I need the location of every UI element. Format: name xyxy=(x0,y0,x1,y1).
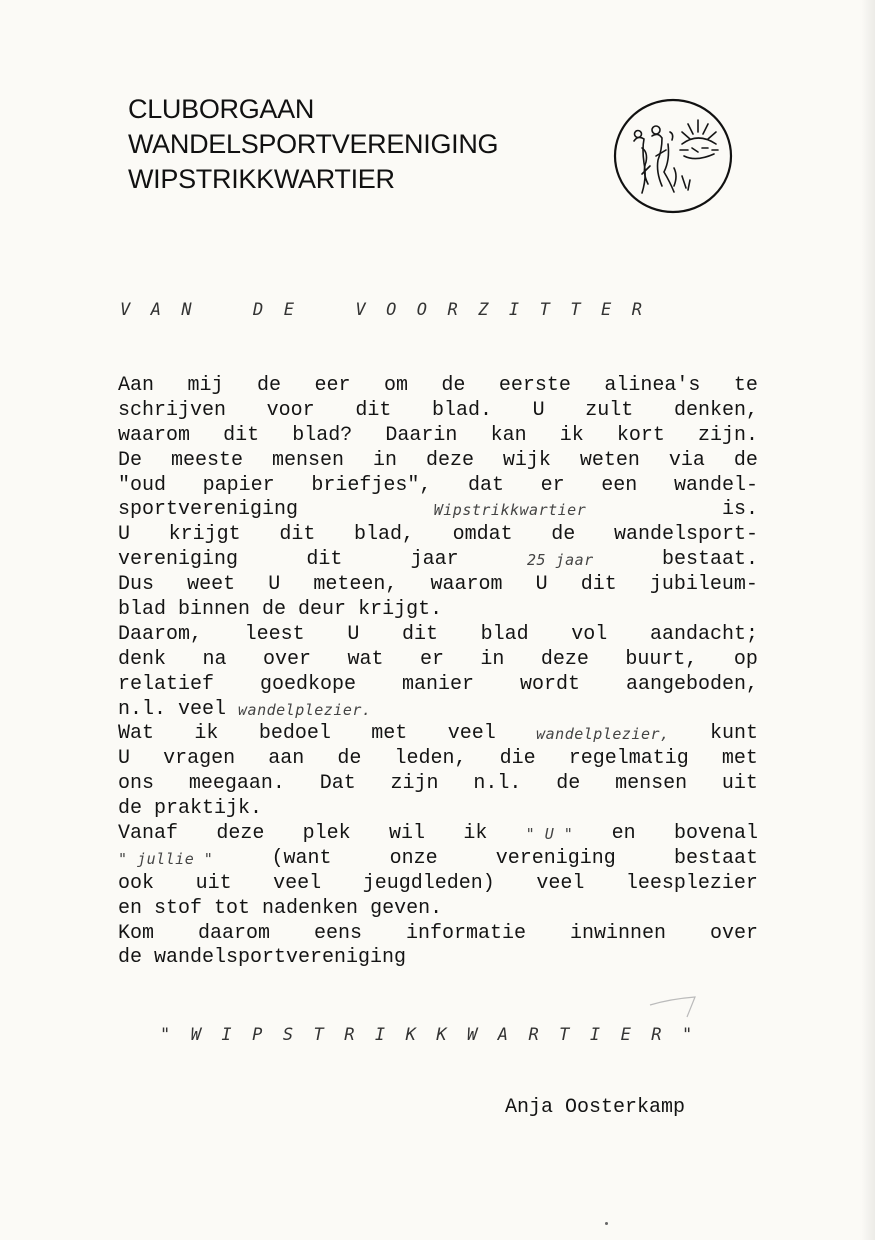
body-word: de xyxy=(337,747,362,771)
body-word: Daarom, xyxy=(118,622,203,646)
body-word: in xyxy=(372,448,397,472)
closing-club-name-text: " W I P S T R I K K W A R T I E R " xyxy=(160,1025,693,1045)
body-word: Daarin xyxy=(385,423,458,447)
body-word: de xyxy=(118,946,143,970)
body-word: jubileum- xyxy=(649,573,758,597)
body-word: dit xyxy=(355,398,392,422)
body-word: mensen xyxy=(271,448,344,472)
body-word: denken, xyxy=(673,398,758,422)
body-line xyxy=(118,772,758,797)
body-word: tot xyxy=(214,896,251,920)
body-word: nadenken xyxy=(262,896,359,920)
body-word: om xyxy=(383,374,408,397)
body-word: De xyxy=(118,448,143,472)
body-word: voor xyxy=(266,398,315,422)
body-word: bestaat. xyxy=(661,548,758,572)
body-word: met xyxy=(371,722,408,746)
body-word: er xyxy=(419,647,444,671)
body-word: ook xyxy=(118,871,155,895)
body-word: er xyxy=(540,473,565,497)
body-word: relatief xyxy=(118,672,215,696)
body-word: vol xyxy=(571,622,608,646)
body-word: via xyxy=(668,448,705,472)
body-word: omdat xyxy=(452,523,513,547)
body-word: met xyxy=(721,747,758,771)
body-word: buurt, xyxy=(625,647,698,671)
page-edge-shadow xyxy=(861,0,875,1240)
body-line xyxy=(118,399,758,424)
body-word: regelmatig xyxy=(568,747,689,771)
body-word: leest xyxy=(244,622,305,646)
body-word: kort xyxy=(616,423,665,447)
masthead-line-3: WIPSTRIKKWARTIER xyxy=(128,164,395,194)
body-word: na xyxy=(202,647,227,671)
body-word: papier xyxy=(202,473,275,497)
body-word: waarom xyxy=(430,573,503,597)
body-word: onze xyxy=(389,846,438,870)
masthead-title xyxy=(128,92,498,197)
body-word: waarom xyxy=(118,423,191,447)
masthead-line-1: CLUBORGAAN xyxy=(128,94,315,124)
body-word: dit xyxy=(401,622,438,646)
body-line xyxy=(118,946,758,971)
section-heading-text: V A N D E V O O R Z I T T E R xyxy=(120,300,642,320)
body-word: blad xyxy=(480,622,529,646)
body-word: vereniging xyxy=(118,548,239,572)
body-word: U xyxy=(347,622,360,646)
body-word: veel xyxy=(178,697,227,721)
body-word: en xyxy=(118,896,143,920)
body-word: U xyxy=(535,573,548,597)
body-word: deze xyxy=(425,448,474,472)
body-word: aangeboden, xyxy=(625,672,758,696)
body-line xyxy=(118,822,758,847)
body-word: goedkope xyxy=(259,672,356,696)
body-line xyxy=(118,922,758,947)
body-line xyxy=(118,698,758,723)
body-word: de xyxy=(118,797,143,821)
body-word: wandelsport- xyxy=(613,523,758,547)
body-word: veel xyxy=(273,871,322,895)
section-heading xyxy=(120,300,642,320)
chairman-letter-body xyxy=(118,374,758,971)
body-word: denk xyxy=(118,647,167,671)
body-word: dit xyxy=(306,548,343,572)
body-line xyxy=(118,573,758,598)
body-word: is. xyxy=(721,498,758,522)
body-word: ik xyxy=(194,722,219,746)
body-word: sportvereniging xyxy=(118,498,299,522)
body-word: n.l. xyxy=(473,772,522,796)
body-word: Vanaf xyxy=(118,822,179,846)
body-line xyxy=(118,847,758,872)
body-word: eens xyxy=(313,921,362,945)
body-line xyxy=(118,623,758,648)
body-word: deze xyxy=(216,822,265,846)
body-line xyxy=(118,673,758,698)
body-word: kan xyxy=(490,423,527,447)
body-word: meegaan. xyxy=(188,772,285,796)
body-word: U xyxy=(532,398,545,422)
body-word: Kom xyxy=(118,921,155,945)
body-word-emphasis: 25 jaar xyxy=(526,551,594,570)
body-word: daarom xyxy=(197,921,270,945)
body-word: Aan xyxy=(118,374,155,397)
body-word: veel xyxy=(447,722,496,746)
body-word: praktijk. xyxy=(154,797,263,821)
body-line xyxy=(118,498,758,523)
body-word: uit xyxy=(721,772,758,796)
pencil-mark xyxy=(640,985,710,1025)
body-word: schrijven xyxy=(118,398,227,422)
body-word: die xyxy=(499,747,536,771)
body-word: dit xyxy=(580,573,617,597)
body-line xyxy=(118,598,758,623)
body-line xyxy=(118,374,758,399)
body-word: aandacht; xyxy=(649,622,758,646)
paper-speck xyxy=(605,1222,608,1225)
body-word: zijn. xyxy=(697,423,758,447)
body-line xyxy=(118,424,758,449)
body-word: in xyxy=(480,647,505,671)
body-word: wandel- xyxy=(673,473,758,497)
body-line xyxy=(118,722,758,747)
body-word: krijgt. xyxy=(358,598,443,622)
body-word: U xyxy=(118,747,131,771)
body-word: vragen xyxy=(163,747,236,771)
body-word: bedoel xyxy=(258,722,331,746)
body-word: wat xyxy=(347,647,384,671)
body-line xyxy=(118,523,758,548)
body-word: over xyxy=(709,921,758,945)
body-word: alinea's xyxy=(604,374,701,397)
body-word: inwinnen xyxy=(569,921,666,945)
signature-author: Anja Oosterkamp xyxy=(505,1096,686,1119)
body-word: wordt xyxy=(519,672,580,696)
body-word: de xyxy=(733,448,758,472)
body-word: plek xyxy=(302,822,351,846)
body-word: ik xyxy=(559,423,584,447)
body-word: blad, xyxy=(353,523,414,547)
body-word: geven. xyxy=(370,896,443,920)
body-word: op xyxy=(733,647,758,671)
body-word: "oud xyxy=(118,473,167,497)
body-line xyxy=(118,747,758,772)
body-word-emphasis: Wipstrikkwartier xyxy=(433,501,587,520)
body-word: de xyxy=(256,374,281,397)
body-word: blad. xyxy=(431,398,492,422)
closing-club-name xyxy=(160,1025,692,1045)
body-word: blad? xyxy=(292,423,353,447)
club-emblem-icon xyxy=(612,96,736,220)
body-word: dat xyxy=(467,473,504,497)
body-line xyxy=(118,797,758,822)
body-line xyxy=(118,897,758,922)
body-word: zult xyxy=(585,398,634,422)
body-word: ons xyxy=(118,772,155,796)
body-word: zijn xyxy=(390,772,439,796)
body-word: stof xyxy=(154,896,203,920)
body-word: te xyxy=(733,374,758,397)
body-word: vereniging xyxy=(495,846,616,870)
body-word: dit xyxy=(279,523,316,547)
body-word-emphasis: wandelplezier, xyxy=(536,725,670,744)
body-word: jeugdleden) xyxy=(362,871,495,895)
masthead-line-2: WANDELSPORTVERENIGING xyxy=(128,129,499,159)
body-word: krijgt xyxy=(168,523,241,547)
body-word: uit xyxy=(195,871,232,895)
body-line xyxy=(118,474,758,499)
body-word: kunt xyxy=(709,722,758,746)
body-word: U xyxy=(268,573,281,597)
body-word-emphasis: " jullie " xyxy=(118,849,214,868)
body-word: manier xyxy=(401,672,474,696)
body-line xyxy=(118,548,758,573)
body-word: blad xyxy=(118,598,167,622)
body-word: leden, xyxy=(394,747,467,771)
body-word: U xyxy=(118,523,131,547)
body-word-emphasis: wandelplezier. xyxy=(238,700,372,719)
body-word: dit xyxy=(223,423,260,447)
body-word: veel xyxy=(536,871,585,895)
body-word: binnen xyxy=(178,598,251,622)
body-word: weten xyxy=(579,448,640,472)
body-word: en xyxy=(611,822,636,846)
body-word: mensen xyxy=(615,772,688,796)
body-word: eer xyxy=(314,374,351,397)
body-word: over xyxy=(262,647,311,671)
body-word: de xyxy=(551,523,576,547)
body-line xyxy=(118,449,758,474)
body-word: de xyxy=(441,374,466,397)
body-word: een xyxy=(601,473,638,497)
body-word-emphasis: " U " xyxy=(525,825,574,844)
body-word: aan xyxy=(268,747,305,771)
body-line xyxy=(118,872,758,897)
body-word: wil xyxy=(388,822,425,846)
body-word: n.l. xyxy=(118,697,167,721)
body-word: wandelsportvereniging xyxy=(154,946,407,970)
body-word: (want xyxy=(271,846,332,870)
body-word: wijk xyxy=(502,448,551,472)
body-word: jaar xyxy=(410,548,459,572)
body-word: mij xyxy=(187,374,224,397)
body-word: eerste xyxy=(498,374,571,397)
body-word: weet xyxy=(187,573,236,597)
body-word: meeste xyxy=(170,448,243,472)
body-word: Dus xyxy=(118,573,155,597)
body-word: bestaat xyxy=(673,846,758,870)
body-word: ik xyxy=(463,822,488,846)
body-line xyxy=(118,648,758,673)
body-word: Dat xyxy=(319,772,356,796)
body-word: leesplezier xyxy=(625,871,758,895)
body-word: de xyxy=(556,772,581,796)
body-word: meteen, xyxy=(313,573,398,597)
body-word: Wat xyxy=(118,722,155,746)
body-word: de xyxy=(262,598,287,622)
body-word: informatie xyxy=(405,921,526,945)
body-word: briefjes", xyxy=(311,473,432,497)
body-word: bovenal xyxy=(673,822,758,846)
body-word: deze xyxy=(540,647,589,671)
body-word: deur xyxy=(298,598,347,622)
